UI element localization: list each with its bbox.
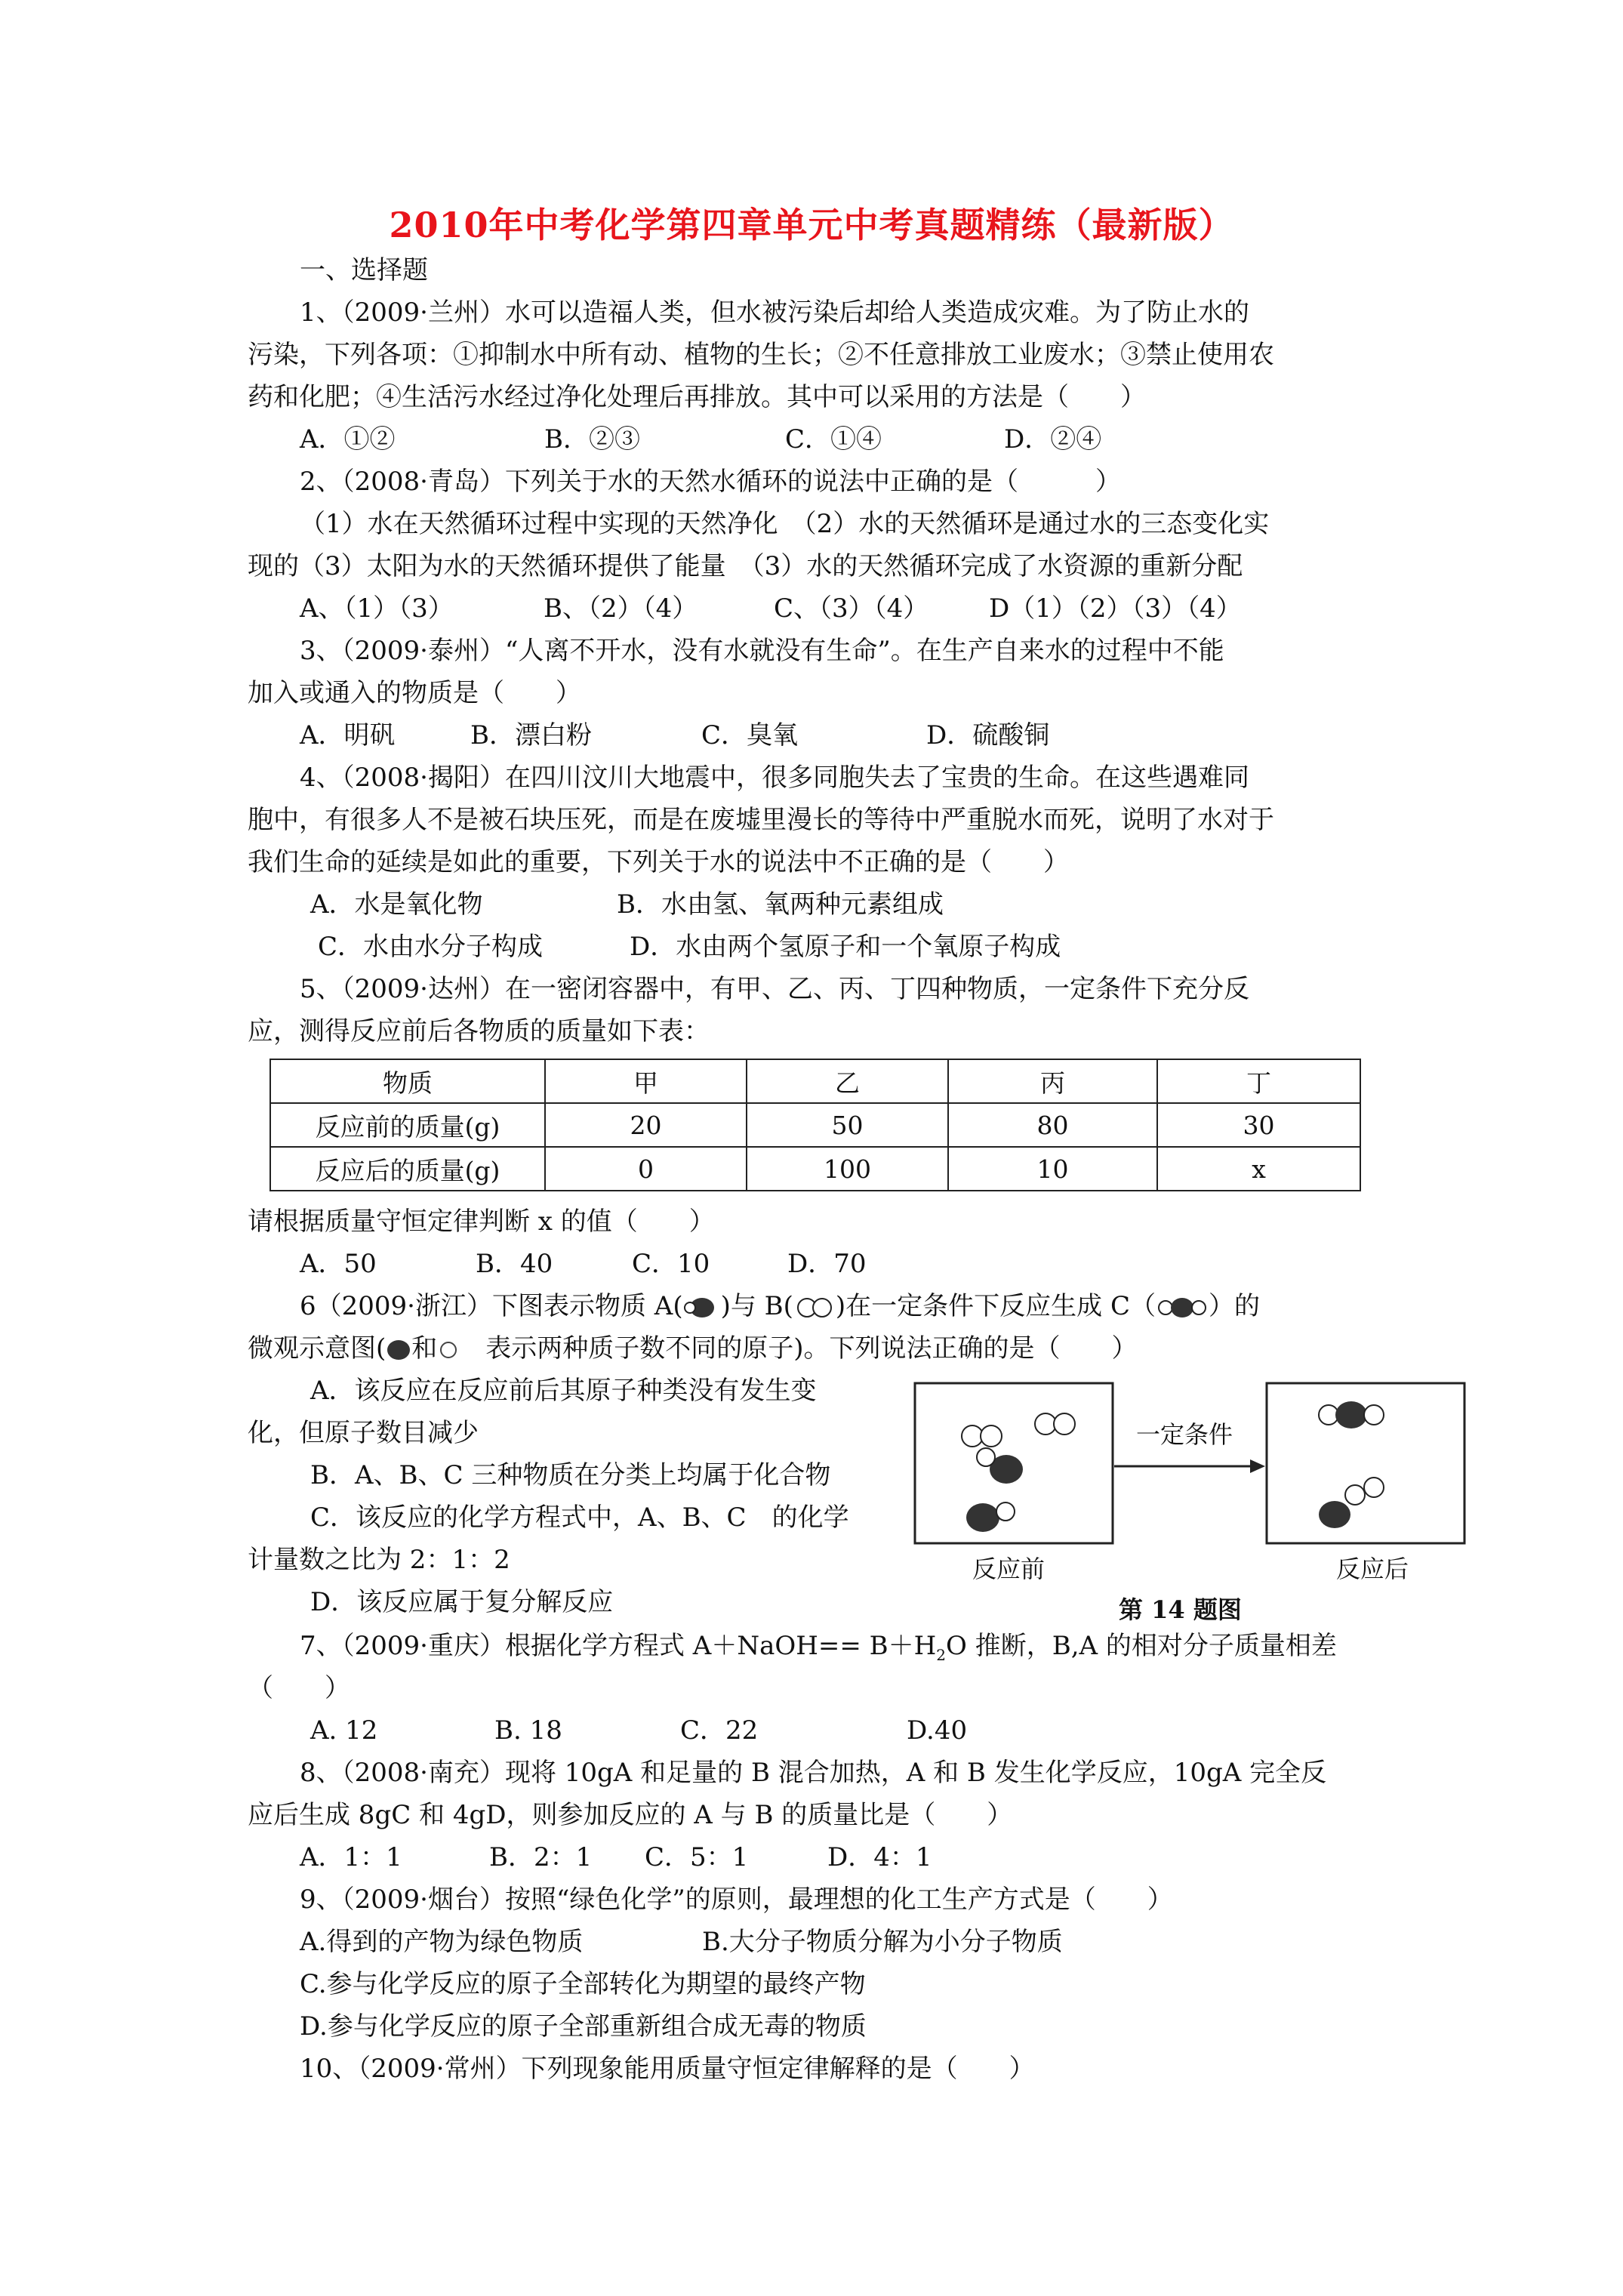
q5-option-c: C．10 [632, 1249, 710, 1279]
molecule-c-icon [1156, 1293, 1209, 1323]
q8-option-b: B．2：1 [489, 1842, 593, 1872]
molecule-a-icon [683, 1293, 721, 1323]
q8-option-c: C．5：1 [645, 1842, 749, 1872]
q5-option-b: B．40 [476, 1249, 553, 1279]
q9-option-b: B.大分子物质分解为小分子物质 [702, 1927, 1063, 1957]
q8-line-1: 8、（2008·南充）现将 10gA 和足量的 B 混合加热，A 和 B 发生化学反应，10gA 完全反 [300, 1758, 1327, 1788]
table-cell: 80 [948, 1103, 1157, 1147]
q1-option-a: A．①② [300, 424, 396, 455]
q2-line-2: （1）水在天然循环过程中实现的天然净化 （2）水的天然循环是通过水的三态变化实 [300, 509, 1270, 539]
reaction-diagram [913, 1382, 1487, 1623]
q9-option-d: D.参与化学反应的原子全部重新组合成无毒的物质 [300, 2011, 867, 2042]
q4-line-1: 4、（2008·揭阳）在四川汶川大地震中，很多同胞失去了宝贵的生命。在这些遇难同 [300, 763, 1249, 793]
table-cell: x [1157, 1147, 1360, 1191]
q8-option-d: D．4：1 [827, 1842, 932, 1872]
q4-option-a: A．水是氧化物 [310, 889, 483, 920]
q6-line-1-part: )在一定条件下反应生成 C（ [835, 1291, 1156, 1321]
q6-option-c-line-1: C．该反应的化学方程式中，A、B、C 的化学 [310, 1502, 849, 1533]
q3-option-c: C．臭氧 [701, 720, 799, 750]
table-cell: 反应后的质量(g) [270, 1147, 545, 1191]
q4-option-c: C．水由水分子构成 [318, 932, 544, 962]
q6-line-2-part: 和 [411, 1333, 438, 1364]
table-cell: 20 [545, 1103, 747, 1147]
q4-option-b: B．水由氢、氧两种元素组成 [617, 889, 944, 920]
q9-option-a: A.得到的产物为绿色物质 [300, 1927, 584, 1957]
q7-text-b: O 推断，B,A 的相对分子质量相差 [946, 1631, 1337, 1661]
section-heading: 一、选择题 [300, 255, 428, 285]
condition-label: 一定条件 [1136, 1420, 1233, 1449]
figure-caption: 第 14 题图 [1119, 1595, 1242, 1624]
q2-option-c: C、（3）（4） [774, 593, 929, 624]
table-cell: 100 [747, 1147, 948, 1191]
q1-option-d: D．②④ [1004, 424, 1102, 455]
q5-option-d: D．70 [787, 1249, 867, 1279]
document-title: 2010年中考化学第四章单元中考真题精练（最新版） [389, 205, 1234, 245]
table-header-cell: 丙 [948, 1059, 1157, 1103]
dark-atom-icon [386, 1335, 411, 1365]
q4-line-2: 胞中，有很多人不是被石块压死，而是在废墟里漫长的等待中严重脱水而死，说明了水对于 [248, 805, 1274, 835]
molecule-b-icon [793, 1293, 836, 1323]
q3-option-d: D．硫酸铜 [926, 720, 1050, 750]
table-cell: 反应前的质量(g) [270, 1103, 545, 1147]
q6-line-1-part: 6（2009·浙江）下图表示物质 A( [300, 1291, 683, 1321]
q3-option-b: B．漂白粉 [470, 720, 592, 750]
q6-option-a-line-2: 化，但原子数目减少 [248, 1418, 479, 1448]
table-cell: 50 [747, 1103, 948, 1147]
table-header-row [270, 1059, 1360, 1103]
q7-option-d: D.40 [907, 1715, 968, 1746]
table-header-cell: 乙 [747, 1059, 948, 1103]
light-atom-icon [437, 1335, 460, 1365]
q1-option-c: C．①④ [785, 424, 882, 455]
q6-option-c-line-2: 计量数之比为 2：1：2 [248, 1545, 510, 1575]
table-cell: 30 [1157, 1103, 1360, 1147]
q7-text-a: 7、（2009·重庆）根据化学方程式 A＋NaOH== B＋H [300, 1631, 937, 1661]
q6-line-2 [248, 1333, 1138, 1365]
table-cell: 0 [545, 1147, 747, 1191]
q7-subscript: 2 [936, 1645, 947, 1664]
q9-line: 9、（2009·烟台）按照“绿色化学”的原则，最理想的化工生产方式是（ ） [300, 1885, 1173, 1915]
q2-option-a: A、（1）（3） [300, 593, 454, 624]
before-label: 反应前 [972, 1555, 1046, 1583]
q2-option-b: B、（2）（4） [544, 593, 698, 624]
q6-option-b: B．A、B、C 三种物质在分类上均属于化合物 [310, 1460, 831, 1490]
after-box [1267, 1383, 1464, 1543]
q1-option-b: B．②③ [544, 424, 640, 455]
q7-option-a: A. 12 [310, 1715, 378, 1746]
mass-table [269, 1059, 1361, 1191]
q6-line-2-part: 微观示意图( [248, 1333, 387, 1364]
table-header-cell: 丁 [1157, 1059, 1360, 1103]
q7-line-1 [300, 1631, 1337, 1670]
q5-after-line: 请根据质量守恒定律判断 x 的值（ ） [248, 1207, 715, 1237]
q4-line-3: 我们生命的延续是如此的重要，下列关于水的说法中不正确的是（ ） [248, 847, 1069, 877]
q10-line: 10、（2009·常州）下列现象能用质量守恒定律解释的是（ ） [300, 2054, 1035, 2084]
q1-line-3: 药和化肥；④生活污水经过净化处理后再排放。其中可以采用的方法是（ ） [248, 382, 1146, 412]
q8-option-a: A．1：1 [300, 1842, 402, 1872]
table-header-cell: 物质 [270, 1059, 545, 1103]
q6-line-1-part: )与 B( [720, 1291, 793, 1321]
q9-option-c: C.参与化学反应的原子全部转化为期望的最终产物 [300, 1969, 866, 1999]
q4-option-d: D．水由两个氢原子和一个氧原子构成 [630, 932, 1061, 962]
q6-line-2-part: 表示两种质子数不同的原子)。下列说法正确的是（ ） [460, 1333, 1138, 1364]
q8-line-2: 应后生成 8gC 和 4gD，则参加反应的 A 与 B 的质量比是（ ） [248, 1800, 1013, 1830]
q5-option-a: A．50 [300, 1249, 377, 1279]
q5-line-1: 5、（2009·达州）在一密闭容器中，有甲、乙、丙、丁四种物质，一定条件下充分反 [300, 974, 1249, 1004]
q6-option-d: D．该反应属于复分解反应 [310, 1587, 614, 1617]
q6-line-1 [300, 1291, 1260, 1323]
after-label: 反应后 [1336, 1555, 1409, 1583]
table-header-cell: 甲 [545, 1059, 747, 1103]
q2-option-d: D（1）（2）（3）（4） [989, 593, 1242, 624]
q7-option-b: B. 18 [494, 1715, 562, 1746]
q3-line-2: 加入或通入的物质是（ ） [248, 678, 581, 708]
q6-option-a-line-1: A．该反应在反应前后其原子种类没有发生变 [310, 1376, 817, 1406]
q3-option-a: A．明矾 [300, 720, 396, 750]
q2-line-3: 现的（3）太阳为水的天然循环提供了能量 （3）水的天然循环完成了水资源的重新分配 [248, 551, 1243, 581]
q7-line-2: （ ） [248, 1673, 350, 1703]
q6-line-1-part: ）的 [1209, 1291, 1261, 1321]
table-row [270, 1103, 1360, 1147]
q5-line-2: 应，测得反应前后各物质的质量如下表： [248, 1016, 710, 1046]
q1-line-2: 污染，下列各项：①抑制水中所有动、植物的生长；②不任意排放工业废水；③禁止使用农 [248, 340, 1274, 370]
q1-line-1: 1、（2009·兰州）水可以造福人类，但水被污染后却给人类造成灾难。为了防止水的 [300, 297, 1249, 328]
table-row [270, 1147, 1360, 1191]
q2-line-1: 2、（2008·青岛）下列关于水的天然水循环的说法中正确的是（ ） [300, 467, 1121, 497]
q3-line-1: 3、（2009·泰州）“人离不开水，没有水就没有生命”。在生产自来水的过程中不能 [300, 636, 1224, 666]
q7-option-c: C．22 [680, 1715, 759, 1746]
table-cell: 10 [948, 1147, 1157, 1191]
reaction-figure [913, 1382, 1487, 1626]
